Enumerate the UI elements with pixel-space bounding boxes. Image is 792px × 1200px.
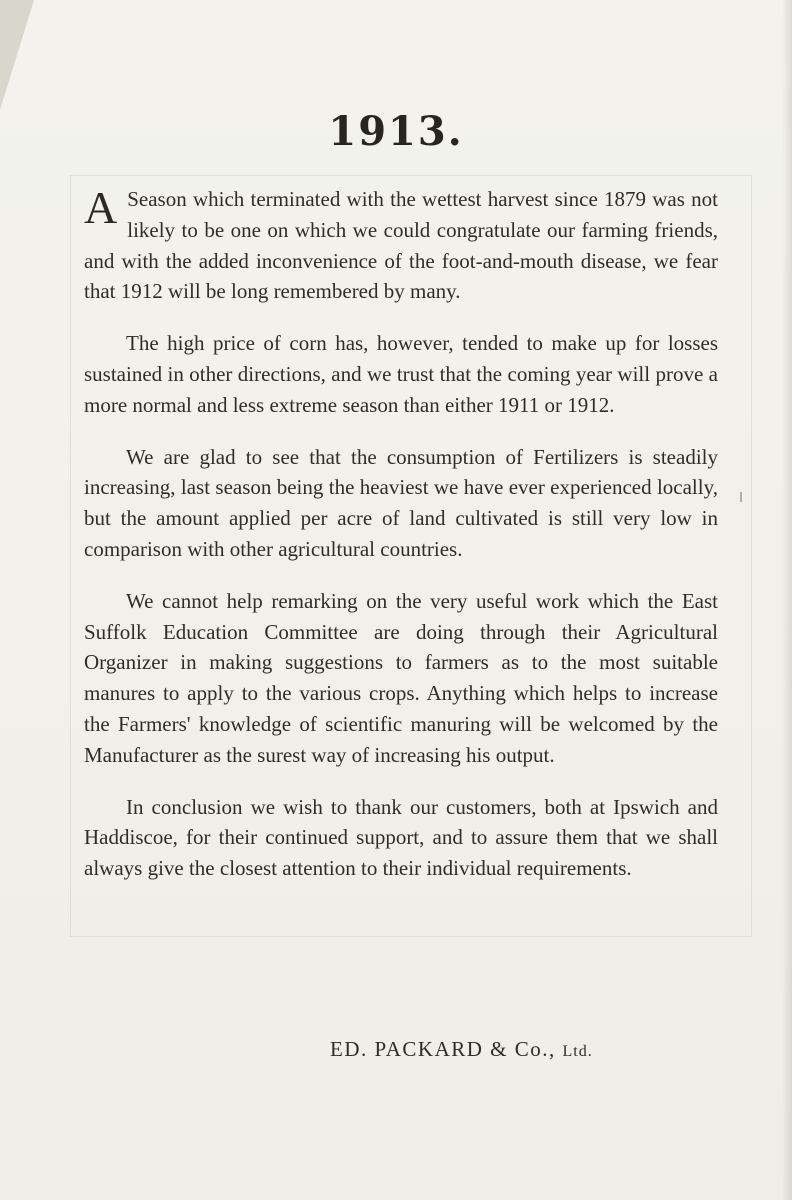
page-title: 1913. [328, 108, 464, 155]
folded-corner [0, 0, 34, 110]
signature-company: ED. PACKARD & Co., [330, 1037, 556, 1061]
paragraph-4: We cannot help remarking on the very useful work which the East Suffolk Education Committee are doing through their Agricultural Organizer in making suggestions to farmers as to the most suitable manures to apply to the various crops. Anything which helps to increase the Farmers' knowledge of scientific manuring will be welcomed by the Manufacturer as the surest way of increasing his output. [84, 588, 718, 767]
paragraph-2: The high price of corn has, however, tended to make up for losses sustained in other directions, and we trust that the coming year will prove a more normal and less extreme season than either 1911 or 1912. [84, 331, 718, 417]
paragraph-1 [84, 184, 718, 307]
signature-suffix: Ltd. [562, 1043, 593, 1060]
page-edge-shadow [782, 0, 792, 1200]
signature [330, 1037, 710, 1062]
letter-body [84, 184, 718, 905]
paragraph-5: In conclusion we wish to thank our customers, both at Ipswich and Haddiscoe, for their continued support, and to assure them that we shall always give the closest attention to their individual requirements. [84, 794, 718, 881]
paragraph-3: We are glad to see that the consumption of Fertilizers is steadily increasing, last season being the heaviest we have ever experienced locally, but the amount applied per acre of land cultivated is still very low in comparison with other agricultural countries. [84, 444, 718, 561]
paper-speck [740, 492, 742, 502]
drop-cap-letter: A [84, 182, 118, 233]
paragraph-1-text: Season which terminated with the wettest harvest since 1879 was not likely to be one on which we could congratulate our farming friends, and with the added inconvenience of the foot-and-mouth disease, we fear that 1912 will be long remembered by many. [84, 187, 718, 304]
